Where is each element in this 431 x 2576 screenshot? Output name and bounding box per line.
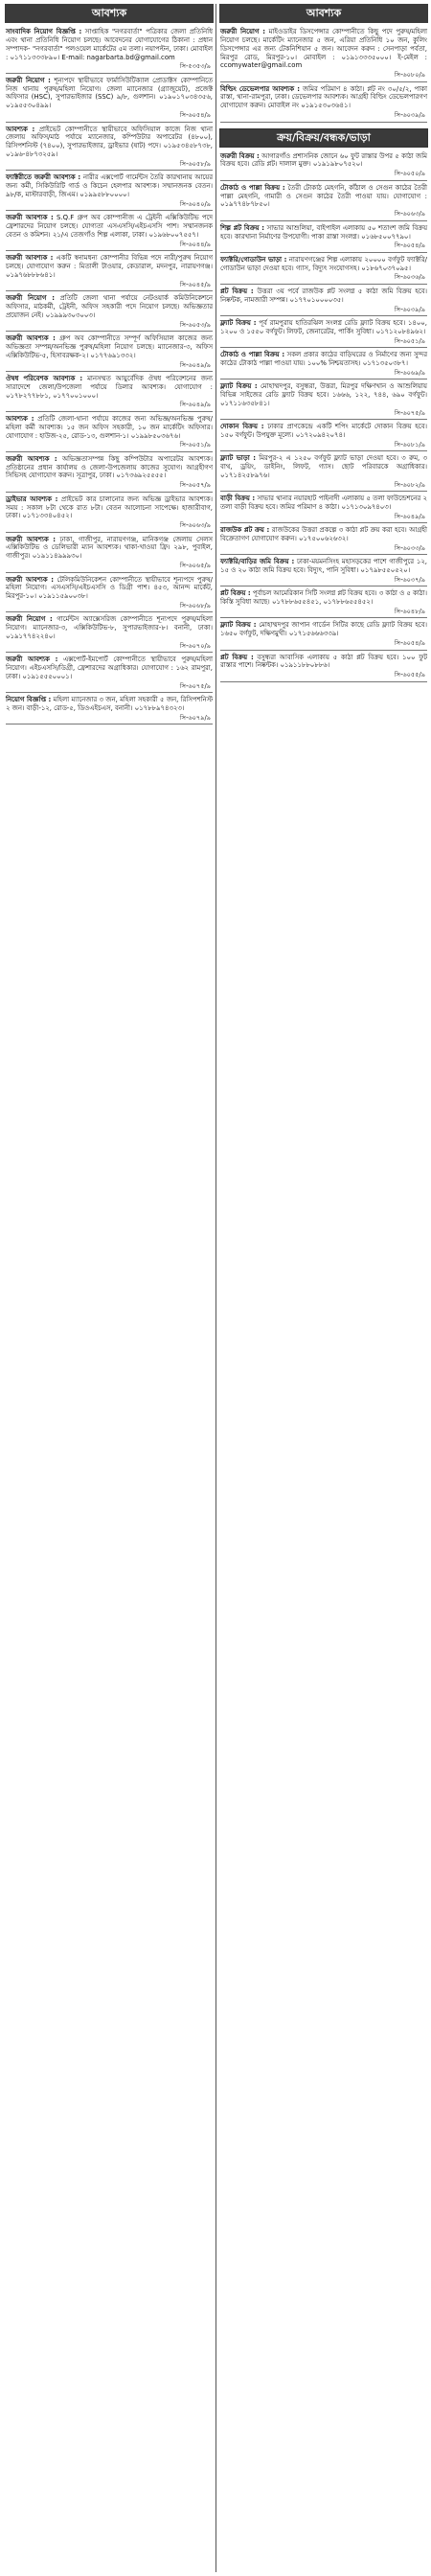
ad-body: প্রতিটি জেলা থানা পর্যায়ে নেটওয়ার্ক কমিউনিকেশনে অফিসার, মাঠকর্মী, ট্রেইনী, অফিস সহকারী পদে নিয়োগ চলছে। অভিজ্ঞতার প্রয়োজন নেই। ০১৯৯৯৩০৩০০৩। [6, 294, 213, 319]
ad-reference-code: সি-৬০৪৪/৯ [179, 240, 211, 248]
ad-heading: বাড়ী বিক্রয় : [220, 494, 256, 503]
ad-heading: ড্রাইভার আবশ্যক : [6, 494, 58, 503]
ad-heading: জরুরী আবশ্যক : [6, 535, 57, 543]
ad-separator [220, 617, 427, 618]
ad-separator [220, 450, 427, 451]
ad-heading: নিয়োগ বিজ্ঞপ্তি : [6, 696, 52, 704]
ad-reference-code: সি-৬০৪০/৯ [179, 199, 211, 208]
ad-body: এক্সপোর্ট-ইমপোর্ট কোম্পানীতে স্থায়ীভাবে পুরুষ/মহিলা নিয়োগ। এইচএসসি/ডিগ্রী, ফ্রেশারদের অগ্রাধিকার। যোগাযোগ : ১৬২ রামপুরা, ঢাকা। ০১৯১৫৫৫০০০১। [6, 656, 213, 681]
ad-body: টেলিকমিউনিকেশন কোম্পানীতে স্থায়ীভাবে শূন্যপদে পুরুষ/মহিলা নিয়োগ। এসএসসি/এইচএসসি ও ডিগ্রী পাশ। ৪৫৩, আনন্দ মার্কেট, মিরপুর-১০। ০১৯১১৫৯০০৩৮। [6, 575, 213, 601]
ad-reference-code: সি-৬০৮২/৯ [394, 480, 425, 489]
ad-text [220, 621, 427, 638]
ad-body: গার্মেন্টস অ্যাক্সেসরিজ কোম্পানীতে শূন্যপদে পুরুষ/মহিলা নিয়োগ। ম্যানেজার-৩, এক্সিকিউটিভ-৮, সুপারভাইজার-৮। বনানী, ঢাকা। ০১৯১৭৭৪২২৪০। [6, 615, 213, 641]
ad-heading: জরুরী আবশ্যক : [6, 214, 54, 222]
ad-reference-code: সি-৬০৩৬/৯ [394, 273, 425, 282]
classified-ad [219, 524, 428, 555]
ad-heading: ফ্ল্যাট বিক্রয় : [220, 382, 258, 391]
ad-heading: ফ্যাক্টরি/বাড়ির জমি বিক্রয় : [220, 558, 295, 566]
ad-reference-code: সি-৬০৭০/৯ [179, 641, 211, 650]
ad-heading: জরুরী আবশ্যক : [6, 254, 54, 263]
classified-ad [5, 453, 214, 493]
ad-body: অভিজ্ঞতাসম্পন্ন কিছু কম্পিউটার অপারেটর আবশ্যক। প্রতিষ্ঠানের প্রধান কার্যালয় ও জেলা-উপজেলায় কাজের সুযোগ। আগ্রহীগণ সিভিসহ যোগাযোগ করুন। সূত্রাপুর, ঢাকা। ০১৭৩৬৯২৫৫৫৫। [6, 454, 213, 480]
ad-text [6, 173, 213, 198]
ad-separator [220, 419, 427, 420]
ad-text [220, 28, 427, 70]
ad-separator [220, 315, 427, 316]
right-ad-list [219, 26, 428, 123]
ad-text [220, 184, 427, 209]
ad-text [220, 454, 427, 479]
ad-body: বসুন্ধরা আবাসিক এলাকায় ৫ কাঠা প্লট বিক্রয় হবে। ১০০ ফুট রাস্তার পাশে। নিষ্কন্টক। ০১৯১১৮৮০৮৮৬। [220, 653, 427, 670]
ad-text [6, 696, 213, 713]
ad-heading: সাংবাদিক নিয়োগ বিজ্ঞপ্তি : [6, 28, 82, 36]
ad-separator [220, 379, 427, 380]
classified-ad [5, 494, 214, 533]
classified-ad [219, 150, 428, 181]
ad-reference-code: সি-৬০৩৩/৯ [394, 543, 425, 552]
classified-ad [219, 317, 428, 348]
ad-body: প্রতিটি জেলা-থানা পর্যায়ে কাজের জন্য অভিজ্ঞ/অনভিজ্ঞ পুরুষ/মহিলা কর্মী আবশ্যক। ১৫ জন অফিস সহকারী, ১০ জন মার্কেটিং অফিসার। যোগাযোগ : হাউজ-২৫, রোড-১৩, গুলশান-১। ০১৯৯৮৫০৩৬৭৬। [6, 414, 213, 440]
ad-reference-code: সি-৬০৮০/৯ [394, 71, 425, 80]
ad-heading: জরুরী নিয়োগ : [6, 76, 51, 84]
classified-ad [5, 252, 214, 291]
ad-separator [220, 347, 427, 348]
ad-separator [220, 681, 427, 682]
ad-heading: আবশ্যক : [6, 125, 35, 133]
ad-reference-code: সি-৬০৩৯/৯ [394, 111, 425, 120]
ad-body: শূন্যপদে স্থায়ীভাবে ফার্মাসিউটিক্যাল প্রোডাক্টস কোম্পানিতে নিজ থানায় পুরুষ/মহিলা নিয়োগ। জেলা ম্যানেজার (গ্র্যাজুয়েট), প্রজেক্ট অফিসার (HSC), সুপারভাইজার (SSC) ৯/৮, গুলশান। ০১৯০১৭০৩৪৩৫৬, ০১৯৫৫৩০৪৯৯। [6, 76, 214, 110]
ad-heading: ফ্ল্যাট বিক্রয় : [220, 621, 257, 630]
ad-body: সাভার আশুলিয়া, বাইপাইল এলাকায় ৫০ শতাংশ জমি বিক্রয় হবে। কারখানা নির্মাণের উপযোগী। পাকা রাস্তা সংলগ্ন। ০১৬৮৫০০৭৭৯০। [220, 223, 427, 241]
classified-ad [5, 75, 214, 123]
ad-separator [6, 210, 213, 211]
right-column [219, 4, 428, 683]
classified-ad [219, 182, 428, 221]
ad-text [6, 126, 213, 159]
ad-text [6, 254, 213, 279]
ad-heading: প্লট বিক্রয় : [220, 287, 254, 295]
classified-ad [5, 172, 214, 211]
classified-ad [219, 493, 428, 523]
ad-heading: জরুরী নিয়োগ : [6, 615, 53, 624]
ad-reference-code: সি-৬০৬৩/৯ [394, 210, 425, 218]
ad-heading: জরুরী নিয়োগ : [220, 28, 265, 36]
ad-heading: জরুরী আবশ্যক : [6, 575, 55, 584]
ad-heading: টোকাঠ ও পাল্লা বিক্রয় : [220, 183, 285, 192]
ad-text [220, 224, 427, 242]
ad-separator [6, 122, 213, 123]
classified-ad [219, 452, 428, 492]
sale-ad-list [219, 150, 428, 682]
section-header-wanted: আবশ্যক [5, 4, 214, 23]
ad-text [6, 28, 213, 61]
classified-ad [219, 349, 428, 380]
classified-ad [219, 222, 428, 253]
ad-reference-code: সি-৬০৮১/৯ [394, 440, 425, 448]
ad-text [6, 77, 213, 110]
ad-body: প্রাইভেট কোম্পানীতে স্থায়ীভাবে অফিসিয়াল কাজে নিজ থানা জেলায় অফিস/মাঠ পর্যায়ে ম্যানেজার, কম্পিউটার অপারেটর (৪৮০০), রিসিপশনিস্ট (৭৪০০), সুপারভাইজার, ড্রাইভার (ষাট) পদে। ০১৯৫৩৪৫৮৭৩৮, ০১৯৬-৪৮৭৩২৫৯। [6, 125, 213, 159]
ad-reference-code: সি-৬০৭৫/৯ [179, 681, 211, 690]
ad-reference-code: সি-৬০৫৭/৯ [179, 481, 211, 490]
ad-reference-code: সি-৬০৫৫/৯ [394, 671, 425, 679]
ad-reference-code: সি-৬০৭৫/৯ [394, 408, 425, 417]
ad-text [6, 334, 213, 359]
classified-ad [5, 413, 214, 452]
ad-text [220, 423, 427, 440]
ad-body: জমির পরিমাণ ৪ কাঠা। প্লট নং ৩০/৫/২, পাকা রাস্তা, থানা-রামপুরা, ঢাকা। ডেভেলপার আবশ্যক। আগ্রহী বিল্ডিং ডেভেলপারগণ যোগাযোগ করুন। মোবাইল নং ০১৯১৫৩০৩৬৪১। [220, 84, 427, 110]
ad-heading: ফ্ল্যাট বিক্রয় : [220, 318, 257, 327]
ad-body: ঢাকা-ময়মনসিংহ মহাসড়কের পাশে গাজীপুরে ১২, ১৫ ও ২০ কাঠা জমি বিক্রয় হবে। বিদ্যুৎ, পানি সুবিধা। ০১৭৯৮৫৫০৫২০। [220, 558, 427, 575]
ad-separator [6, 411, 213, 412]
ad-separator [6, 290, 213, 291]
ad-text [6, 495, 213, 520]
ad-separator [220, 491, 427, 492]
ad-body: রাজউকের উত্তরা প্রকল্পে ৩ কাঠা প্লট ক্রয় করা হবে। আগ্রহী বিক্রেতাগণ যোগাযোগ করুন। ০১৭৫০০৬২৬৩২। [220, 526, 428, 542]
ad-body: পূর্ব রামপুরায় হাতিরঝিল সংলগ্ন রেডি ফ্ল্যাট বিক্রয় হবে। ১৪০০, ১২০০ ও ১৫৫০ বর্গফুট। লিফট, জেনারেটর, পার্কিং সুবিধা। ০১৭১২০৮৪৯৬২। [220, 318, 427, 335]
ad-text [220, 494, 427, 512]
ad-separator [6, 371, 213, 372]
ad-text [6, 294, 213, 319]
classified-ad [219, 652, 428, 682]
ad-heading: জরুরী আবশ্যক : [6, 454, 57, 463]
classified-ad [5, 613, 214, 653]
ad-text [220, 288, 427, 305]
ad-text [6, 576, 213, 601]
ad-heading: প্লট বিক্রয় : [220, 653, 254, 661]
ad-body: মহিলা ম্যানেজার ৩ জন, মহিলা সহকারী ৫ জন, রিসিপশনিস্ট ২ জন। বাড়ী-১২, রোড-৫, ডিওএইচএস, বনানী। ০১৭৮৮৯৭৪৩২৩। [6, 696, 213, 713]
classified-ad [219, 587, 428, 618]
ad-body: নারীর এক্সপোর্ট গার্মেন্টস তৈরি কারখানায় আয়ের জন্য কর্মী, সিকিউরিটি গার্ড ও কিচেন হেলপার আবশ্যক। সম্মানজনক বেতন। ৯৮/ক, মাস্টারবাড়ী, জিএম। ০১৯৯৫৮৮০০০০। [6, 173, 213, 198]
classified-ad [5, 694, 214, 724]
ad-text [220, 152, 427, 170]
ad-separator [6, 331, 213, 332]
ad-reference-code: সি-৫৩৫৩/৯ [179, 62, 211, 71]
ad-reference-code: সি-৬০৬৩/৯ [179, 521, 211, 530]
ad-body: প্রাইভেট কার চালানোর জন্য অভিজ্ঞ ড্রাইভার আবশ্যক। সময় : সকাল ৮টা থেকে রাত ৮টা। বেতন আলোচনা সাপেক্ষে। হাজারীবাগ, ঢাকা। ০১৭১৩৩৪০৪৫২। [6, 494, 213, 520]
ad-separator [220, 81, 427, 82]
classified-ad [219, 286, 428, 316]
ad-separator [220, 650, 427, 651]
ad-body: মোহাম্মদপুর, বসুন্ধরা, উত্তরা, মিরপুর দক্ষিণখান ও আশুলিয়ায় বিভিন্ন সাইজের রেডি ফ্ল্যাট বিক্রয় হবে। ১৬৬৬, ১২২, ৭৪৪, ৬৯০ বর্গফুট। ০১৭১১৬৩৫৮৪১। [220, 382, 427, 407]
ad-text [220, 654, 427, 671]
section-header-wanted-right: আবশ্যক [219, 4, 428, 23]
ad-body: আগারগাঁও প্রশাসনিক জোনে ৬০ ফুট রাস্তার উপর ৫ কাঠা জমি বিক্রয় হবে। রেডি প্লট। দালাল মুক্ত। ০১৯১৯৮০৭৫২০। [220, 151, 427, 169]
ad-separator [220, 554, 427, 555]
ad-heading: প্লট বিক্রয় : [220, 589, 251, 598]
ad-reference-code: সি-৬০৪৯/৯ [179, 360, 211, 369]
ad-body: নারায়ণগঞ্জের শিল্প এলাকায় ২০০০০ বর্গফুট ফ্যাক্টরি/গোডাউন ভাড়া দেওয়া হবে। গ্যাস, বিদ্যুৎ সংযোগসহ। ০১৮৬৭০৩৭০৯৫। [220, 255, 428, 272]
ad-body: একটি স্বনামধন্য কোম্পানীর বিভিন্ন পদে নারী/পুরুষ নিয়োগ চলছে। যোগাযোগ করুন : মিতালী টাওয়ার, কেডারাল, মদনপুর, নারায়ণগঞ্জ। ০১৯৭৬৮৮৮৬৪১। [6, 254, 213, 279]
classified-ad [219, 619, 428, 650]
ad-body: উত্তরা ৩য় পর্বে রাজউক প্লট সংলগ্ন ৫ কাঠা জমি বিক্রয় হবে। নিষ্কন্টক, নামজারী সম্পন্ন। ০১৭৭০১০০০০৩৫। [220, 287, 428, 304]
classified-ad [5, 654, 214, 693]
ad-separator [220, 252, 427, 253]
ad-reference-code: সি-৬০৬৯/৯ [394, 368, 425, 377]
ad-body: সকল প্রকার কাঠের বাড়িঘরের ও নির্মাণের জন্য সুন্দর কাঠের টোকাঠ পাল্লা পাওয়া যায়। ১০০% নিশ্চয়তাসহ। ০১৭১৩৫০৩৮৭। [220, 351, 427, 367]
ad-text [220, 382, 427, 407]
ad-heading: ঔষধ পরিবেশক আবশ্যক : [6, 374, 83, 382]
ad-text [220, 351, 427, 368]
ad-separator [220, 284, 427, 285]
ad-reference-code: সি-৬০৫৪/৯ [394, 242, 425, 250]
ad-body: পূর্বাচল আমেরিকান সিটি সংলগ্ন প্লট বিক্রয় হবে। ৩ কাঠা ও ৫ কাঠা। কিস্তি সুবিধা আছে। ০১৭৮৮৬৫৫৪৫১, ০১৭৮৮৬৫৫৪৫২। [220, 589, 427, 607]
ad-separator [6, 572, 213, 573]
classified-ad [219, 421, 428, 451]
ad-text [6, 656, 213, 680]
ad-body: ঢাকার প্রাণকেন্দ্রে একটি শপিং মার্কেটে দোকান বিক্রয় হবে। ১৫০ বর্গফুট। উপযুক্ত মূল্যে। ০১৭২০৯৪২০৭৪। [220, 423, 427, 439]
ad-text [220, 589, 427, 607]
ad-text [6, 455, 213, 480]
ad-text [220, 319, 427, 336]
classified-ad [5, 26, 214, 74]
ad-separator [6, 532, 213, 533]
ad-body: ঢাকা, গাজীপুর, নারায়ণগঞ্জ, মানিকগঞ্জ জেলায় সেলস এক্সিকিউটিভ ও ডেলিভারী ম্যান আবশ্যক। থাকা-খাওয়া ফ্রি। ২৯৮, পুবাইল, গাজীপুর। ০১৯১১৪৯৯৯৩০। [6, 535, 213, 561]
ad-text [6, 615, 213, 640]
ad-reference-code: সি-৬০৬৫/৯ [179, 562, 211, 570]
ad-heading: ফ্যাক্টরীতে জরুরী আবশ্যক : [6, 173, 81, 182]
classified-ad [219, 380, 428, 420]
ad-separator [220, 522, 427, 523]
classified-ad [219, 254, 428, 285]
ad-reference-code: সি-৬০৫১/৯ [394, 336, 425, 345]
ad-text [6, 415, 213, 440]
ad-reference-code: সি-৬০৩৭/৯ [394, 575, 425, 584]
ad-heading: রাজউক প্লট ক্রয় : [220, 526, 270, 535]
ad-text [220, 558, 427, 575]
ad-body: তৈরী টোকাঠ মেহগনি, কাঁঠাল ও সেগুন কাঠের তৈরী পাল্লা মেহগনি, গামারী ও সেগুন কাঠের তৈরী পাওয়া যায়। যোগাযোগ : ০১৯৭৭৪৮৭৮৫০। [220, 183, 427, 209]
ad-heading: বিল্ডিং ডেভেলপার আবশ্যক : [220, 84, 301, 93]
classified-ad [219, 556, 428, 586]
ad-separator [6, 652, 213, 653]
ad-text [220, 256, 427, 273]
ad-heading: শিল্প প্লট বিক্রয় : [220, 223, 265, 232]
ad-body: মানসম্মত আয়ুর্বেদিক ঔষধ পরিবেশনের জন্য সারাদেশে জেলা/উপজেলা পর্যায়ে ডিলার আবশ্যক। যোগাযোগ : ০১৭৮২৭৭৮৮১, ০১৭৭০০১০০০। [6, 374, 213, 400]
ad-separator [220, 122, 427, 123]
ad-separator [6, 73, 213, 74]
ad-reference-code: সি-৬০৭৯/৯ [179, 713, 211, 722]
ad-reference-code: সি-৬০৫১/৯ [179, 441, 211, 449]
ad-text [220, 85, 427, 110]
ad-heading: দোকান বিক্রয় : [220, 423, 264, 431]
classified-ad [5, 534, 214, 573]
classified-ad [219, 83, 428, 123]
ad-heading: ফ্ল্যাট ভাড়া : [220, 454, 256, 463]
ad-reference-code: সি-৬০৫৩/৯ [179, 320, 211, 329]
ad-body: মোহাম্মদপুর জাপান গার্ডেন সিটির কাছে রেডি ফ্ল্যাট বিক্রয় হবে। ১৬৫০ বর্গফুট, দক্ষিণমুখী। ০১৭১৫৬৬৬৩৩৯। [220, 621, 428, 638]
ad-separator [6, 250, 213, 251]
ad-reference-code: সি-৬০৬৮/৯ [179, 602, 211, 610]
ad-heading: জরুরী আবশ্যক : [6, 656, 58, 664]
classified-ad [5, 124, 214, 172]
ad-heading: জরুরী নিয়োগ : [6, 294, 56, 303]
classified-ad [5, 212, 214, 251]
ad-body: সাপ্তাহিক "নগরবার্তা" পত্রিকার জেলা প্রতিনিধি এবং থানা প্রতিনিধি নিয়োগ চলছে। আবেদনের যোগাযোগের ঠিকানা : প্রধান সম্পাদক- "নগরবার্তা" পলওয়েল মার্কেটের ৫ম তলা। নয়াপল্টন, ঢাকা। মোবাইল : ০১৭১১৩৩৩৮৯০। E-mail: nagarbarta.bd@gmail.com [6, 28, 213, 61]
ad-heading: জরুরী বিক্রয় : [220, 151, 260, 160]
ad-reference-code: সি-৬০৪৫/৯ [179, 280, 211, 288]
ad-heading: টোকাঠ ও পাল্লা বিক্রয় : [220, 351, 285, 359]
ad-separator [220, 220, 427, 221]
ad-reference-code: সি-৬০৩৯/৯ [394, 305, 425, 313]
section-header-buy-sell: ক্রয়/বিক্রয়/বন্ধক/ভাড়া [219, 128, 428, 148]
ad-body: গ্রুপ অব কোম্পানীতে সম্পূর্ণ অফিসিয়াল কাজের জন্য অভিজ্ঞতা সম্পন্ন/অনভিজ্ঞ পুরুষ/মহিলা নিয়োগ চলছে। ম্যানেজার-৩, অফিস এক্সিকিউটিভ-৫, হিসাবরক্ষক-২। ০১৭৭৬৯১৩৩২। [6, 334, 213, 359]
ad-reference-code: সি-৬০৪৯/৯ [179, 401, 211, 409]
ad-separator [6, 611, 213, 612]
ad-separator [220, 180, 427, 181]
ad-reference-code: সি-৬০৫০/৯ [394, 170, 425, 178]
ad-reference-code: সি-৬০৫৮/৯ [179, 159, 211, 168]
classified-ad [219, 26, 428, 82]
ad-heading: আবশ্যক : [6, 414, 34, 423]
ad-body: মিরপুর-২ এ ১২৫০ বর্গফুট ফ্ল্যাট ভাড়া দেওয়া হবে। ৩ রুম, ৩ বাথ, ড্রয়িং, ডাইনিং, লিফট, গ্যাস। ছোট পরিবারকে অগ্রাধিকার। ০১৭১৪২৫৮৯৭৬। [220, 454, 427, 479]
ad-reference-code: সি-৬০৫৪/৯ [179, 111, 211, 120]
ad-separator [6, 492, 213, 493]
left-ad-list [5, 26, 214, 724]
classified-ad [5, 373, 214, 412]
ad-body: সাভার থানার নয়ারহাট পাইনাদী এলাকায় ৫ তলা ফাউন্ডেশনের ২ তলা বাড়ী বিক্রয় হবে। জমির পরিমাণ ৪ কাঠা। ০১৭১৩০৯৭৪০৩। [220, 494, 428, 511]
ad-heading: জরুরী আবশ্যক : [6, 334, 56, 343]
ad-reference-code: সি-৬০৪৮/৯ [394, 608, 425, 616]
ad-text [6, 536, 213, 561]
classified-ad [5, 333, 214, 372]
ad-separator [6, 451, 213, 452]
ad-body: S.Q.F গ্রুপ অব কোম্পানীজ এ ট্রেইনী এক্সিকিউটিভ পদে ফ্রেশারদের নিয়োগ চলছে। যোগ্যতা এসএসসি/এইচএসসি পাশ। সম্মানজনক বেতন ও কমিশন। ২১/এ তেজগাঁও শিল্প এলাকা, ঢাকা। ০১৯৬৮০০৭৫৫৭। [6, 214, 213, 239]
left-column [5, 4, 214, 725]
classified-ad [5, 574, 214, 613]
ad-separator [6, 692, 213, 693]
ad-heading: ফ্যাক্টরি/গোডাউন ভাড়া : [220, 255, 287, 264]
ad-text [220, 526, 427, 543]
ad-reference-code: সি-৬০৫৪/৯ [394, 639, 425, 648]
ad-text [6, 214, 213, 239]
ad-reference-code: সি-৬০৪৯/৯ [394, 512, 425, 520]
ad-text [6, 375, 213, 400]
classified-ad [5, 292, 214, 332]
ad-separator [6, 170, 213, 171]
ad-body: মাইওডাইর ডিসপেন্সার কোম্পানীতে কিছু পদে পুরুষ/মহিলা নিয়োগ চলছে। মার্কেটিং ম্যানেজার ৫ জন, এরিয়া প্রতিনিধি ১০ জন, কুলিং ডিসপেন্সার এর জন্য টেকনিশিয়ান ৫ জন। আবেদন করুন : সেনপাড়া পর্বতা, মিরপুর রোড, মিরপুর-১০। মোবাইল : ০১৯১৩৩৩৫০০০। ই-মেইল : ccomywater@gmail.com [220, 28, 427, 70]
